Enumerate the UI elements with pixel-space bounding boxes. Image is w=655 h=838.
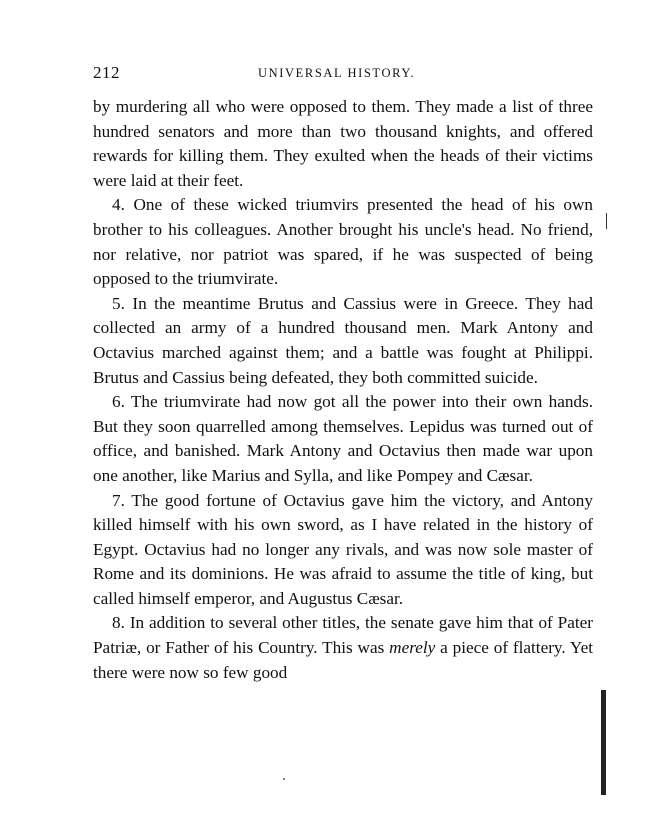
emphasis-text: merely — [389, 638, 436, 658]
paragraph-text: a piece of flattery. Yet there were now so few good — [93, 638, 594, 682]
paragraph-number: 6. — [112, 392, 125, 412]
page-edge-mark — [606, 213, 607, 229]
paragraph-number: 8. — [112, 613, 125, 633]
running-head: UNIVERSAL HISTORY. — [258, 66, 416, 80]
paragraph-text: One of these wicked triumvirs presented the head of his own brother to his colleagues. Another brought his uncle's head. No friend, nor relative, nor patriot was spared, if he was suspected of being opposed to the triumvirate. — [93, 195, 593, 289]
paragraph-number: 4. — [112, 195, 125, 215]
paragraph-4 — [93, 193, 593, 291]
print-speck — [283, 778, 285, 780]
paragraph-text: by murdering all who were opposed to them. They made a list of three hundred senators and more than two thousand knights, and offered rewards for killing them. They exulted when the heads of their victims were laid at their feet. — [93, 97, 593, 190]
paragraph-text: In the meantime Brutus and Cassius were in Greece. They had collected an army of a hundred thousand men. Mark Antony and Octavius marched against them; and a battle was fought at Philippi. Brutus and Cassius being defeated, they both committed suicide. — [93, 293, 593, 387]
paragraph-number: 5. — [112, 293, 125, 313]
paragraph-text: In addition to several other titles, the senate gave him that of Pater Patriæ, or Father of his Country. This was — [93, 613, 594, 658]
body-text — [93, 95, 593, 685]
paragraph-text: The triumvirate had now got all the power into their own hands. But they soon quarrelled among themselves. Lepidus was turned out of office, and banished. Mark Antony and Octavius then made war upon one another, like Marius and Sylla, and like Pompey and Cæsar. — [93, 392, 593, 485]
paragraph-continued — [93, 95, 593, 193]
paragraph-7 — [93, 489, 593, 612]
paragraph-text: The good fortune of Octavius gave him the victory, and Antony killed himself with his own sword, as I have related in the history of Egypt. Octavius had no longer any rivals, and was now sole master of Rome and its dominions. He was afraid to assume the title of king, but called himself emperor, and Augustus Cæsar. — [93, 490, 593, 608]
paragraph-number: 7. — [112, 490, 125, 510]
paragraph-6 — [93, 390, 593, 488]
page-number: 212 — [93, 63, 120, 82]
paragraph-8 — [93, 611, 593, 685]
paragraph-5 — [93, 292, 593, 390]
page-edge-shadow — [601, 690, 606, 795]
